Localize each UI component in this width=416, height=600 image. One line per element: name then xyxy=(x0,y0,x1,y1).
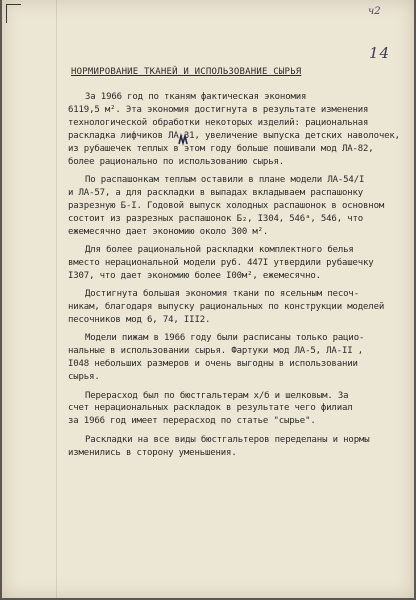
text-line: технологической обработки некоторых изделий: рациональная xyxy=(68,117,369,128)
text-line: состоит из разрезных распашонок Б₂, I304, 546ᵃ, 546, что xyxy=(68,213,364,224)
text-line: из рубашечек теплых в этом году больше пошивали мод ЛА-82, xyxy=(68,143,374,154)
paragraph xyxy=(68,244,384,283)
paragraph xyxy=(68,91,400,168)
text-line: Модели пижам в 1966 году были расписаны только рацио- xyxy=(85,333,365,344)
text-line: Раскладки на все виды бюстгальтеров переделаны и нормы xyxy=(85,434,370,445)
section-heading: НОРМИРОВАНИЕ ТКАНЕЙ И ИСПОЛЬЗОВАНИЕ СЫРЬЯ xyxy=(71,67,302,77)
paragraph xyxy=(68,390,384,429)
text-line: Достигнута большая экономия ткани по ясельным песоч- xyxy=(85,289,359,300)
text-line: Перерасход был по бюстгальтерам х/б и шелковым. За xyxy=(85,390,349,401)
text-line: нальные в использовании сырья. Фартуки мод ЛА-5, ЛА-II , xyxy=(68,346,364,357)
document-page xyxy=(2,0,414,598)
text-line: вместо нерациональной модели руб. 447I утвердили рубашечку xyxy=(68,257,374,268)
text-line: раскладка лифчиков ЛА-31, увеличение выпуска детских наволочек, xyxy=(68,130,400,141)
text-line: сырья. xyxy=(68,372,100,383)
binding-margin-line xyxy=(56,0,57,598)
paragraph xyxy=(68,288,384,327)
text-line: за 1966 год имеет перерасход по статье "сырье". xyxy=(68,416,316,427)
paragraph xyxy=(68,174,384,239)
text-line: I048 небольших размеров и очень выгодны в использовании xyxy=(68,359,358,370)
text-line: разрезную Б-I. Годовой выпуск холодных распашонок в основном xyxy=(68,200,385,211)
text-line: песочников мод 6, 74, III2. xyxy=(68,315,211,325)
text-line: ежемесячно дает экономию около 300 м². xyxy=(68,226,269,237)
text-line: никам, благодаря выпуску рациональных по конструкции моделей xyxy=(68,302,385,313)
text-line: I307, что дает экономию более I00м², ежемесячно. xyxy=(68,270,321,281)
paragraph xyxy=(68,434,384,460)
text-line: Для более рациональной раскладки комплектного белья xyxy=(85,244,354,255)
document-body xyxy=(68,91,400,465)
corner-mark xyxy=(6,4,21,23)
archive-mark: ч2 xyxy=(368,6,381,17)
text-line: 6119,5 м². Эта экономия достигнута в результате изменения xyxy=(68,104,369,115)
text-line: счет нерациональных раскладок в результате чего филиал xyxy=(68,403,353,414)
text-line: более рационально по использованию сырья. xyxy=(68,156,285,167)
text-line: изменились в сторону уменьшения. xyxy=(68,447,237,458)
text-line: За 1966 год по тканям фактическая экономия xyxy=(85,92,307,102)
text-line: и ЛА-57, а для раскладки в выпадах вкладываем распашонку xyxy=(68,187,364,198)
paragraph xyxy=(68,332,384,384)
text-line: По распашонкам теплым оставили в плане модели ЛА-54/I xyxy=(85,174,365,185)
folio-number: 14 xyxy=(369,44,391,62)
